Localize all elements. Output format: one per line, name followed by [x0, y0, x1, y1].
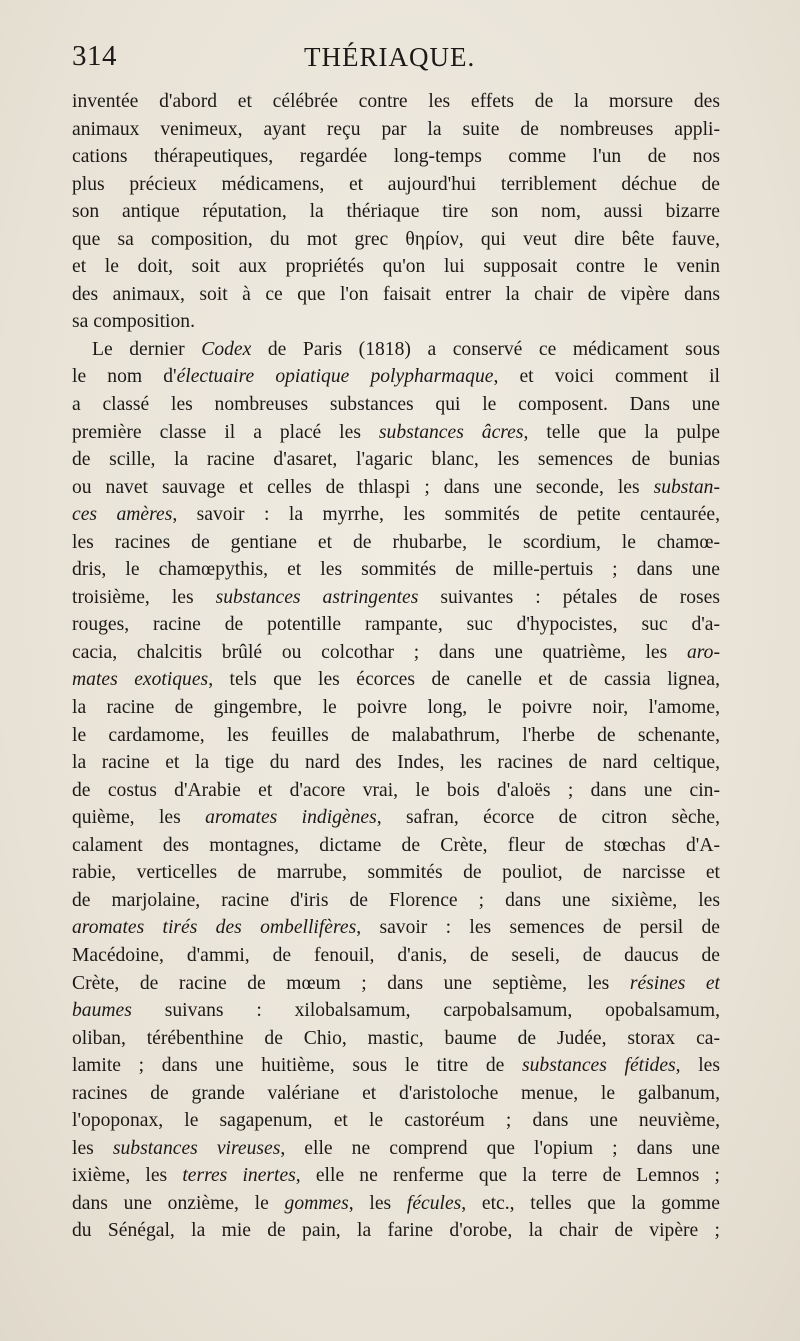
text-run: calament des montagnes, dictame de Crète, fleur de stœchas d'A- [72, 834, 720, 856]
text-line [72, 859, 720, 887]
italic-term: gommes [284, 1192, 349, 1214]
italic-term: électuaire opiatique polypharmaque [176, 366, 494, 388]
text-run: cacia, chalcitis brûlé ou colcothar ; dans une quatrième, les [72, 641, 687, 663]
text-run: des animaux, soit à ce que l'on faisait entrer la chair de vipère dans [72, 283, 720, 305]
text-line [72, 611, 720, 639]
italic-term: aromates indigènes [205, 807, 377, 829]
italic-term: résines et [629, 972, 720, 994]
text-run: , elle ne comprend que l'opium ; dans une [280, 1137, 720, 1159]
text-run: dris, le chamœpythis, et les sommités de mille-pertuis ; dans une [72, 559, 720, 581]
text-line [72, 914, 720, 942]
text-line [72, 253, 720, 281]
text-run: , savoir : la myrrhe, les sommités de petite centaurée, [172, 504, 720, 526]
text-line [72, 446, 720, 474]
text-line [72, 1162, 720, 1190]
text-run: rouges, racine de potentille rampante, suc d'hypocistes, suc d'a- [72, 614, 720, 636]
text-line [72, 501, 720, 529]
text-run: rabie, verticelles de marrube, sommités de pouliot, de narcisse et [72, 862, 720, 884]
text-line [72, 887, 720, 915]
text-run: le nom d' [72, 366, 177, 388]
text-run: de marjolaine, racine d'iris de Florence ; dans une sixième, les [72, 889, 720, 911]
text-line [72, 529, 720, 557]
text-run: a classé les nombreuses substances qui le composent. Dans une [72, 394, 720, 416]
text-run: cations thérapeutiques, regardée long-temps comme l'un de nos [72, 146, 720, 168]
text-run: , telle que la pulpe [523, 421, 720, 443]
text-run: dans une onzième, le [72, 1192, 285, 1214]
text-run: , et voici comment il [493, 366, 720, 388]
text-line [72, 171, 720, 199]
text-run: , tels que les écorces de canelle et de cassia lignea, [208, 669, 720, 691]
italic-term: substances astringentes [215, 586, 419, 608]
text-run: le cardamome, les feuilles de malabathrum, l'herbe de schenante, [72, 724, 720, 746]
italic-term: terres inertes [182, 1165, 296, 1187]
text-run: lamite ; dans une huitième, sous le titre de [72, 1055, 522, 1077]
text-run: suivans : xilobalsamum, carpobalsamum, opobalsamum, [131, 1000, 720, 1022]
text-run: , elle ne renferme que la terre de Lemnos ; [295, 1165, 720, 1187]
text-run: que sa composition, du mot grec θηρίον, qui veut dire bête fauve, [72, 228, 720, 250]
text-line [72, 281, 720, 309]
text-line [72, 970, 720, 998]
text-run: la racine de gingembre, le poivre long, le poivre noir, l'amome, [72, 697, 720, 719]
text-run: racines de grande valériane et d'aristoloche menue, le galbanum, [72, 1082, 720, 1104]
text-run: , savoir : les semences de persil de [356, 917, 720, 939]
body-text [72, 88, 720, 1245]
text-line [72, 198, 720, 226]
italic-term: aro- [686, 641, 720, 663]
text-run: de scille, la racine d'asaret, l'agaric blanc, les semences de bunias [72, 449, 720, 471]
italic-term: substances fétides [521, 1055, 676, 1077]
text-run: l'opoponax, le sagapenum, et le castoréum ; dans une neuvième, [72, 1110, 720, 1132]
text-line [72, 363, 720, 391]
text-run: première classe il a placé les [72, 421, 379, 443]
italic-term: fécules [406, 1192, 462, 1214]
text-run: , les [348, 1192, 407, 1214]
text-line [72, 1107, 720, 1135]
text-run: animaux venimeux, ayant reçu par la suite de nombreuses appli- [72, 118, 720, 140]
text-run: et le doit, soit aux propriétés qu'on lui supposait contre le venin [72, 256, 720, 278]
text-run: ixième, les [72, 1165, 183, 1187]
text-run: Crète, de racine de mœum ; dans une septième, les [72, 972, 630, 994]
text-run: la racine et la tige du nard des Indes, les racines de nard celtique, [72, 752, 720, 774]
text-run: , etc., telles que la gomme [461, 1192, 720, 1214]
page-header [72, 38, 720, 78]
text-run: sa composition. [72, 311, 195, 333]
text-line [72, 556, 720, 584]
text-line [72, 1080, 720, 1108]
text-line [72, 336, 720, 364]
page-number: 314 [72, 40, 117, 72]
text-line [72, 1025, 720, 1053]
text-run: , safran, écorce de citron sèche, [376, 807, 720, 829]
text-line [72, 308, 720, 336]
text-line [72, 749, 720, 777]
text-run: Le dernier [92, 338, 202, 360]
text-line [72, 666, 720, 694]
text-run: plus précieux médicamens, et aujourd'hui terriblement déchue de [72, 173, 720, 195]
text-line [72, 942, 720, 970]
italic-term: substances âcres [378, 421, 524, 443]
text-line [72, 639, 720, 667]
italic-term: mates exotiques [72, 669, 209, 691]
text-line [72, 1190, 720, 1218]
italic-term: ces amères [72, 504, 173, 526]
text-run: les racines de gentiane et de rhubarbe, le scordium, le chamœ- [72, 531, 720, 553]
text-run: du Sénégal, la mie de pain, la farine d'orobe, la chair de vipère ; [72, 1220, 720, 1242]
italic-term: substances vireuses [112, 1137, 281, 1159]
italic-term: Codex [201, 338, 252, 360]
text-line [72, 1135, 720, 1163]
text-run: de costus d'Arabie et d'acore vrai, le bois d'aloës ; dans une cin- [72, 779, 720, 801]
text-line [72, 777, 720, 805]
text-run: suivantes : pétales de roses [418, 586, 720, 608]
text-run: ou navet sauvage et celles de thlaspi ; dans une seconde, les [72, 476, 654, 498]
text-line [72, 391, 720, 419]
text-line [72, 584, 720, 612]
text-run: oliban, térébenthine de Chio, mastic, baume de Judée, storax ca- [72, 1027, 720, 1049]
text-run: de Paris (1818) a conservé ce médicament sous [251, 338, 720, 360]
italic-term: aromates tirés des ombellifères [72, 917, 357, 939]
text-run: , les [675, 1055, 720, 1077]
running-title: THÉRIAQUE. [304, 42, 476, 72]
text-line [72, 419, 720, 447]
text-run: inventée d'abord et célébrée contre les effets de la morsure des [72, 91, 720, 112]
text-line [72, 804, 720, 832]
italic-term: substan- [653, 476, 720, 498]
text-line [72, 143, 720, 171]
text-line [72, 88, 720, 116]
text-line [72, 997, 720, 1025]
text-line [72, 832, 720, 860]
text-run: les [72, 1137, 113, 1159]
text-run: troisième, les [72, 586, 216, 608]
text-run: son antique réputation, la thériaque tire son nom, aussi bizarre [72, 201, 720, 223]
text-line [72, 1052, 720, 1080]
text-line [72, 226, 720, 254]
text-run: quième, les [72, 807, 206, 829]
text-line [72, 474, 720, 502]
text-line [72, 722, 720, 750]
text-line [72, 116, 720, 144]
italic-term: baumes [72, 1000, 132, 1022]
text-line [72, 694, 720, 722]
text-line [72, 1217, 720, 1245]
text-run: Macédoine, d'ammi, de fenouil, d'anis, de seseli, de daucus de [72, 944, 720, 966]
